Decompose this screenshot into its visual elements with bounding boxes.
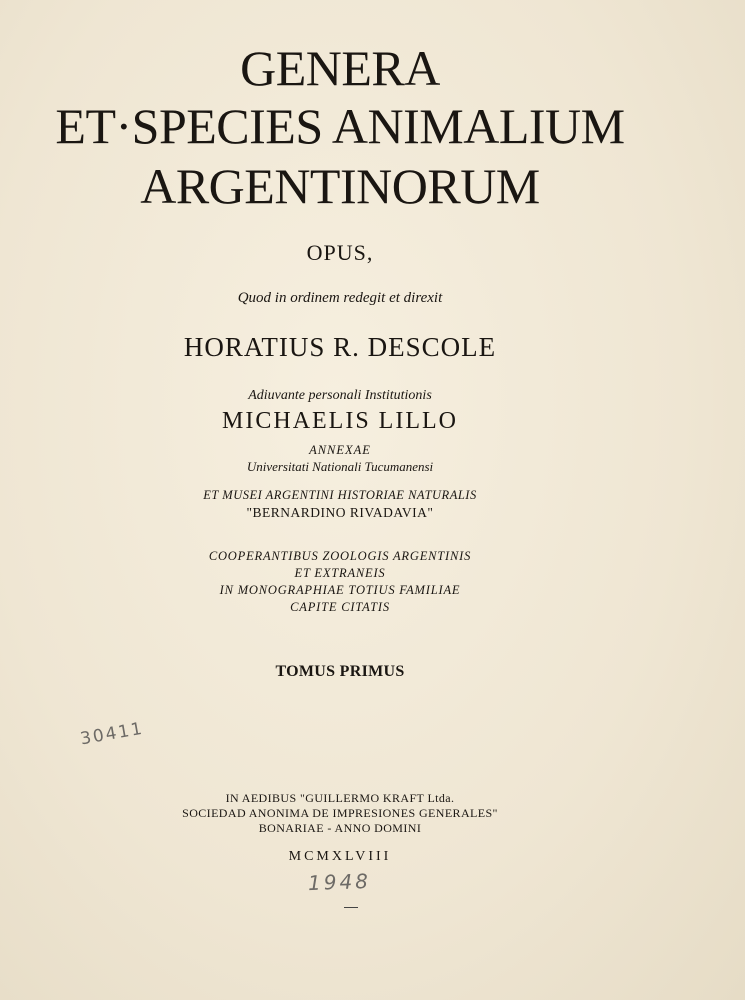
annexae-label: ANNEXAE: [309, 443, 371, 457]
assistant-name: MICHAELIS LILLO: [222, 408, 458, 434]
cooperation-line: COOPERANTIBUS ZOOLOGIS ARGENTINIS: [208, 549, 472, 563]
title-line-2: ET·SPECIES ANIMALIUM: [55, 98, 625, 154]
museum-line-2: "BERNARDINO RIVADAVIA": [246, 505, 434, 520]
opus-label: OPUS,: [306, 240, 374, 265]
cooperation-line: ET EXTRANEIS: [294, 566, 386, 580]
cooperation-line: IN MONOGRAPHIAE TOTIUS FAMILIAE: [219, 583, 461, 597]
divider: [344, 907, 358, 908]
editor-intro: Quod in ordinem redegit et direxit: [237, 290, 443, 306]
author-name: HORATIUS R. DESCOLE: [183, 332, 497, 362]
title-line-1: GENERA: [240, 40, 440, 96]
year-roman: MCMXLVIII: [288, 849, 392, 864]
cooperation-line: CAPITE CITATIS: [290, 600, 390, 614]
imprint-line: BONARIAE - ANNO DOMINI: [258, 821, 422, 835]
university-label: Universitati Nationali Tucumanensi: [246, 459, 434, 474]
handwritten-note: 30411: [78, 718, 146, 750]
handwritten-year: 1948: [307, 868, 372, 896]
museum-line-1: ET MUSEI ARGENTINI HISTORIAE NATURALIS: [203, 488, 477, 502]
title-line-3: ARGENTINORUM: [140, 158, 540, 214]
imprint-line: IN AEDIBUS "GUILLERMO KRAFT Ltda.: [225, 791, 455, 805]
volume-label: TOMUS PRIMUS: [275, 663, 405, 680]
imprint-line: SOCIEDAD ANONIMA DE IMPRESIONES GENERALES": [182, 806, 498, 820]
assistance-intro: Adiuvante personali Institutionis: [248, 388, 432, 403]
